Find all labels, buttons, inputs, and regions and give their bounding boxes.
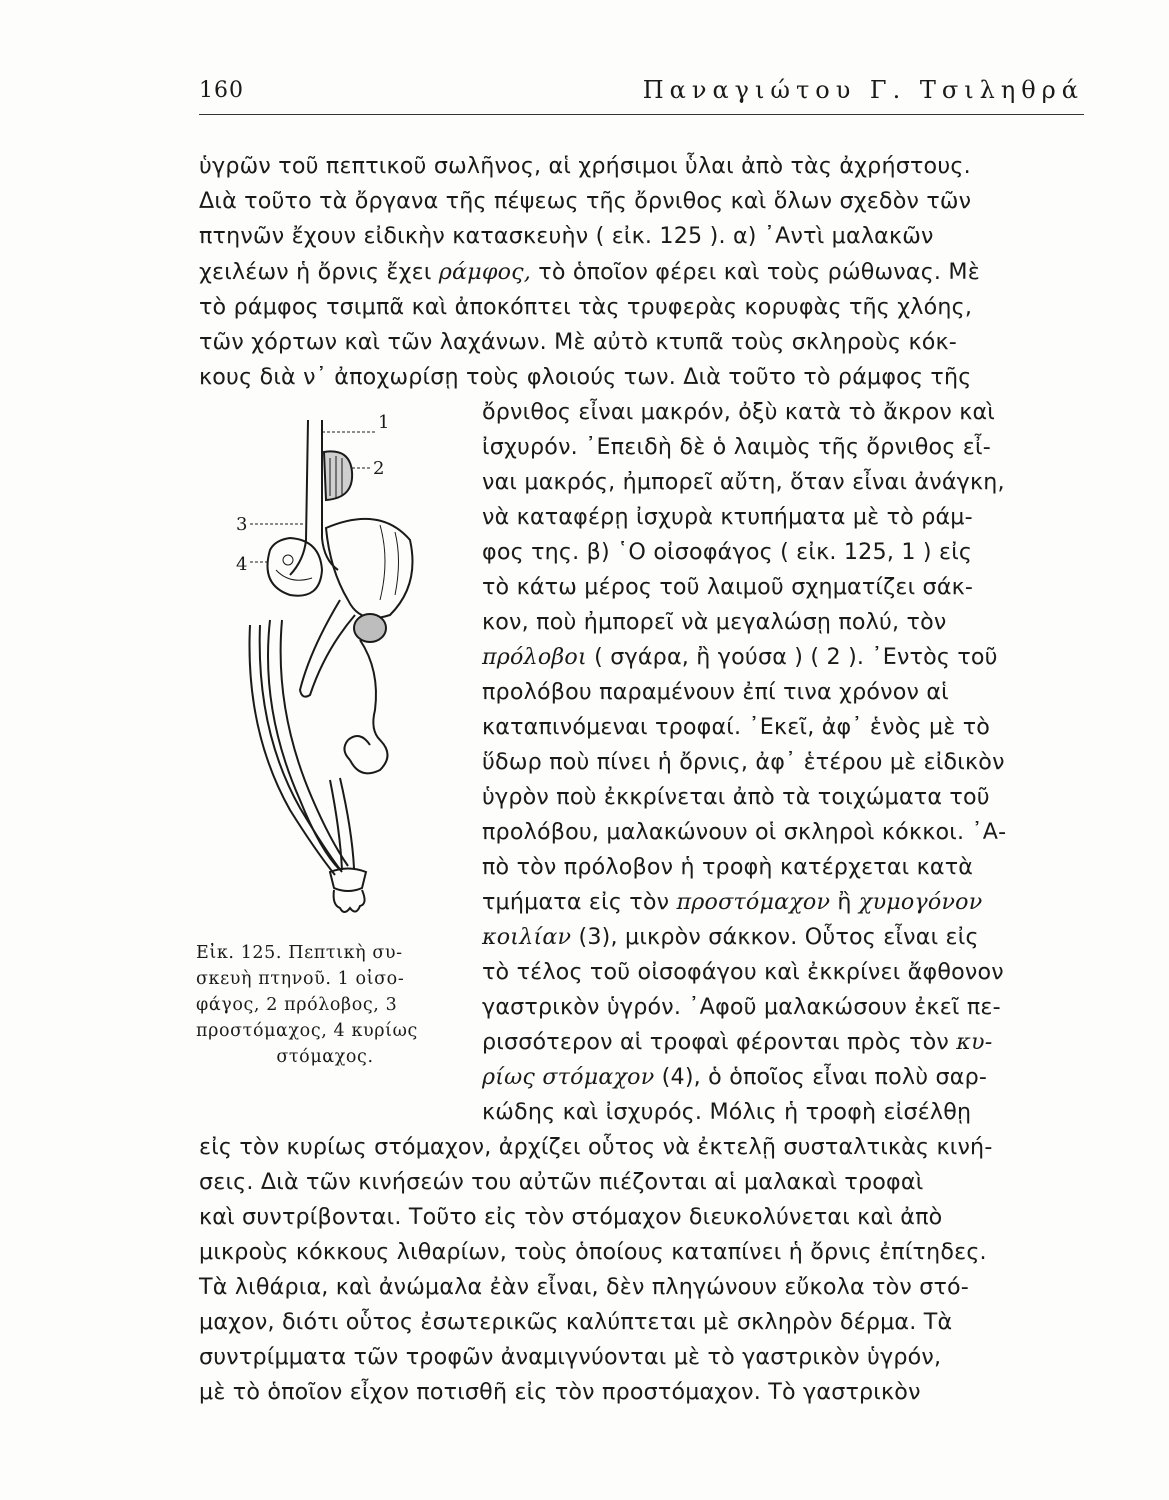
text-line: τὸ ράμφος τσιμπᾶ καὶ ἀποκόπτει τὰς τρυφερὰς κορυφὰς τῆς χλόης,: [199, 294, 973, 320]
text-line: ὑγρῶν τοῦ πεπτικοῦ σωλῆνος, αἱ χρήσιμοι ὗλαι ἀπὸ τὰς ἀχρήστους.: [199, 153, 971, 179]
text-line: [482, 1026, 1085, 1058]
italic-term: ρίως στόμαχον: [482, 1064, 655, 1090]
text-line: [482, 921, 1085, 953]
text-line: [482, 641, 1085, 673]
italic-term: κοιλίαν: [482, 924, 572, 950]
text-line: τὸ κάτω μέρος τοῦ λαιμοῦ σχηματίζει σάκ-: [482, 574, 974, 600]
text-line: σεις. Διὰ τῶν κινήσεών του αὐτῶν πιέζονται αἱ μαλακαὶ τροφαὶ: [199, 1169, 924, 1195]
text-line: νὰ καταφέρῃ ἰσχυρὰ κτυπήματα μὲ τὸ ράμ-: [482, 504, 973, 530]
text-line: ναι μακρός, ἠμπορεῖ αὔτη, ὅταν εἶναι ἀνάγκη,: [482, 469, 1005, 495]
text-line: καταπινόμεναι τροφαί. ᾿Εκεῖ, ἀφ᾿ ἑνὸς μὲ τὸ: [482, 714, 991, 740]
text-line: [482, 886, 1085, 918]
text-line: φος της. β) ῾Ο οἰσοφάγος ( εἰκ. 125, 1 ) εἰς: [482, 539, 973, 565]
text-line: πτηνῶν ἔχουν εἰδικὴν κατασκευὴν ( εἰκ. 125 ). α) ᾿Αντὶ μαλακῶν: [199, 223, 934, 249]
proventriculus-shape: [354, 614, 386, 642]
text-line: τῶν χόρτων καὶ τῶν λαχάνων. Μὲ αὐτὸ κτυπᾶ τοὺς σκληροὺς κόκ-: [199, 329, 957, 355]
figure-label-1: 1: [378, 412, 390, 433]
text-span: (3), μικρὸν σάκκον. Οὗτος εἶναι εἰς: [571, 924, 979, 950]
intestine-coil-1: [360, 640, 380, 740]
text-line: μαχον, διότι οὗτος ἐσωτερικῶς καλύπτεται μὲ σκληρὸν δέρμα. Τὰ: [199, 1309, 953, 1335]
text-line: καὶ συντρίβονται. Τοῦτο εἰς τὸν στόμαχον διευκολύνεται καὶ ἀπὸ: [199, 1204, 943, 1230]
text-line: προλόβου, μαλακώνουν οἱ σκληροὶ κόκκοι. ᾿Α-: [482, 819, 1007, 845]
caption-line: προστόμαχος, 4 κυρίως: [196, 1021, 418, 1041]
caption-line: σκευὴ πτηνοῦ. 1 οἰσο-: [196, 969, 405, 989]
figure-caption: [196, 940, 454, 1070]
italic-term: κυ-: [956, 1029, 993, 1055]
figure-label-3: 3: [236, 514, 248, 535]
page-number: 160: [199, 78, 244, 103]
text-line: συντρίμματα τῶν τροφῶν ἀναμιγνύονται μὲ τὸ γαστρικὸν ὑγρόν,: [199, 1344, 942, 1370]
caption-line: φάγος, 2 πρόλοβος, 3: [196, 995, 398, 1015]
text-line: κους διὰ ν᾿ ἀποχωρίσῃ τοὺς φλοιούς των. Διὰ τοῦτο τὸ ράμφος τῆς: [199, 364, 972, 390]
text-line: μὲ τὸ ὁποῖον εἶχον ποτισθῆ εἰς τὸν προστόμαχον. Τὸ γαστρικὸν: [199, 1379, 921, 1405]
running-head: Παναγιώτου Γ. Τσιληθρά: [642, 76, 1084, 104]
caption-line: Εἰκ. 125. Πεπτικὴ συ-: [196, 943, 403, 963]
crop-shape: [324, 451, 352, 500]
text-span: χειλέων ἡ ὄρνις ἔχει: [199, 259, 439, 285]
text-line: Τὰ λιθάρια, καὶ ἀνώμαλα ἐὰν εἶναι, δὲν πληγώνουν εὔκολα τὸν στό-: [199, 1274, 970, 1300]
text-line: Διὰ τοῦτο τὰ ὄργανα τῆς πέψεως τῆς ὄρνιθος καὶ ὅλων σχεδὸν τῶν: [199, 188, 972, 214]
text-line: ἰσχυρόν. ᾿Επειδὴ δὲ ὁ λαιμὸς τῆς ὄρνιθος εἶ-: [482, 434, 991, 460]
italic-term: προστόμαχον: [676, 889, 831, 915]
figure-label-4: 4: [236, 554, 248, 575]
text-line: τὸ τέλος τοῦ οἰσοφάγου καὶ ἐκκρίνει ἄφθονον: [482, 959, 1004, 985]
text-line: γαστρικὸν ὑγρόν. ᾿Αφοῦ μαλακώσουν ἐκεῖ πε-: [482, 994, 1001, 1020]
text-span: τμήματα εἰς τὸν: [482, 889, 677, 915]
text-line: μικροὺς κόκκους λιθαρίων, τοὺς ὁποίους καταπίνει ἡ ὄρνις ἐπίτηδες.: [199, 1239, 987, 1265]
text-line: ὑγρὸν ποὺ ἐκκρίνεται ἀπὸ τὰ τοιχώματα τοῦ: [482, 784, 990, 810]
text-line: κον, ποὺ ἠμπορεῖ νὰ μεγαλώσῃ πολύ, τὸν: [482, 609, 947, 635]
text-line: ὕδωρ ποὺ πίνει ἡ ὄρνις, ἀφ᾿ ἑτέρου μὲ εἰδικὸν: [482, 749, 1005, 775]
cecum-right: [250, 625, 336, 875]
gizzard-shape: [268, 538, 323, 596]
text-line: προλόβου παραμένουν ἐπί τινα χρόνον αἱ: [482, 679, 949, 705]
text-line: [482, 1061, 1085, 1093]
text-line: ὄρνιθος εἶναι μακρόν, ὀξὺ κατὰ τὸ ἄκρον καὶ: [482, 399, 996, 425]
text-span: ( σγάρα, ἢ γούσα ) ( 2 ). ᾿Εντὸς τοῦ: [586, 644, 998, 670]
cloaca-shape: [330, 869, 366, 892]
italic-term: πρόλοβοι: [482, 644, 587, 670]
caption-line: στόμαχος.: [276, 1047, 374, 1067]
text-span: ρισσότερον αἱ τροφαὶ φέρονται πρὸς τὸν: [482, 1029, 957, 1055]
digestive-system-figure: [230, 410, 460, 930]
duodenal-loop: [300, 600, 355, 697]
page-header: [199, 70, 1084, 115]
text-line: εἰς τὸν κυρίως στόμαχον, ἀρχίζει οὗτος νὰ ἐκτελῇ συσταλτικὰς κινή-: [199, 1134, 993, 1160]
text-line: [199, 256, 1084, 288]
text-line: κώδης καὶ ἰσχυρός. Μόλις ἡ τροφὴ εἰσέλθῃ: [482, 1099, 972, 1125]
text-span: τὸ ὁποῖον φέρει καὶ τοὺς ρώθωνας. Μὲ: [531, 259, 980, 285]
italic-term: χυμογόνον: [858, 889, 983, 915]
text-span: ἢ: [830, 889, 859, 915]
italic-term: ράμφος,: [438, 259, 532, 285]
esophagus-left-wall: [290, 420, 308, 575]
figure-label-2: 2: [373, 458, 385, 479]
text-span: (4), ὁ ὁποῖος εἶναι πολὺ σαρ-: [654, 1064, 988, 1090]
text-line: πὸ τὸν πρόλοβον ἡ τροφὴ κατέρχεται κατὰ: [482, 854, 974, 880]
